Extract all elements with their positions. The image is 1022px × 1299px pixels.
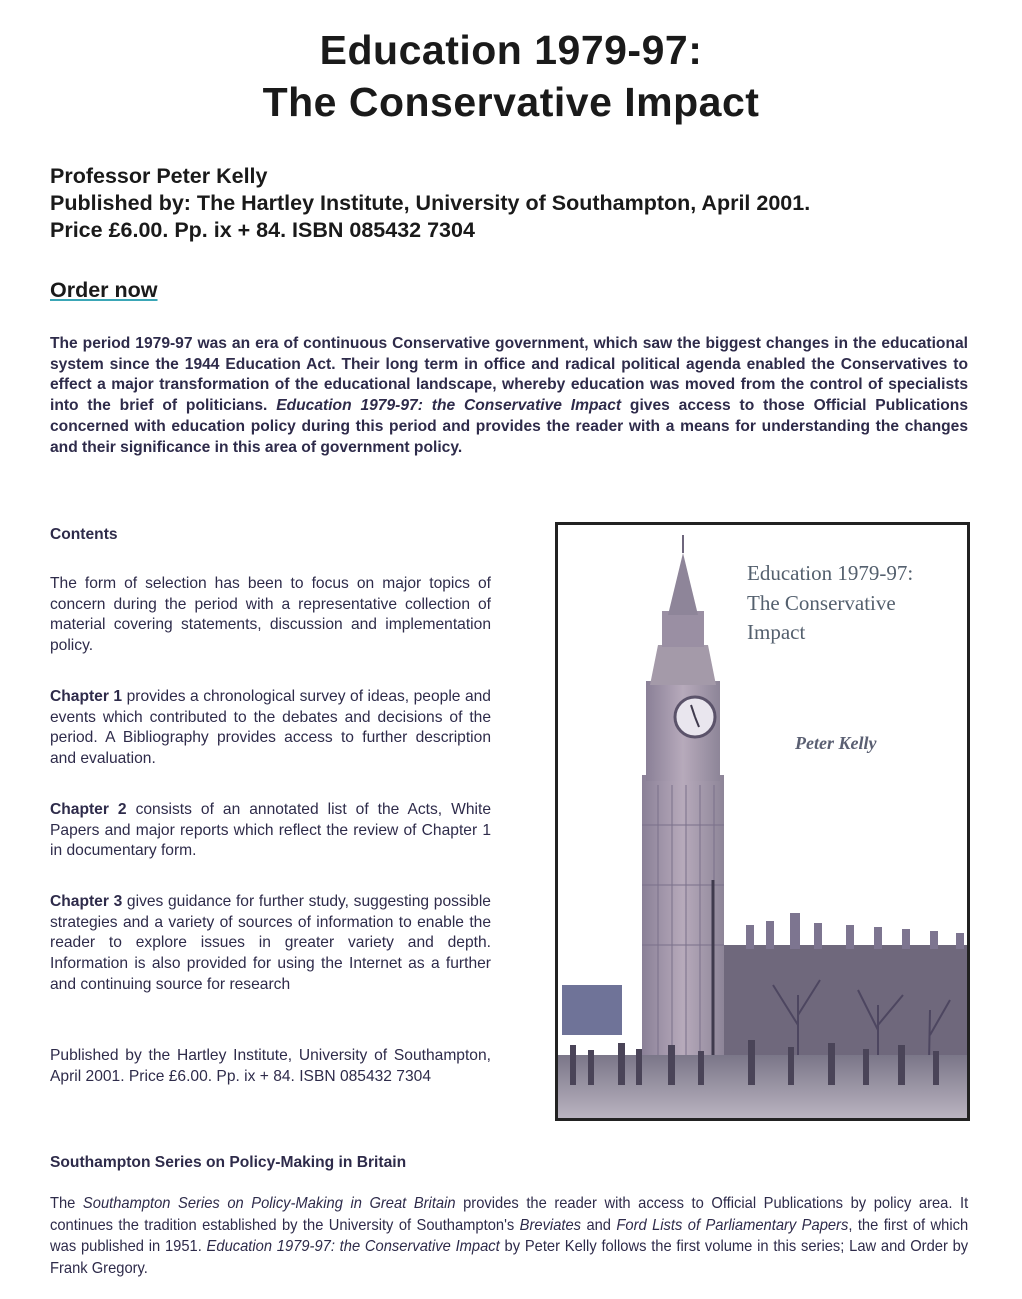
breviates-title: Breviates (519, 1216, 582, 1234)
series-text: by Peter Kelly follows the first volume in this series; Law and Order by Frank Gregory. (50, 1238, 969, 1277)
intro-text: The period 1979-97 was an era of continuous Conservative government, which saw the biggest changes in the educational system since the 1944 Education Act. Their long term in office and radical political agenda enabled the Conservatives to effect a major transformation of the educational landscape, whereby education was moved from the control of specialists into the brief of politicians. (50, 335, 968, 415)
chapter-label: Chapter 1 (50, 688, 123, 705)
publisher-line: Published by: The Hartley Institute, University of Southampton, April 2001. (50, 191, 811, 215)
contents-heading: Contents (50, 526, 118, 543)
series-title: Southampton Series on Policy-Making in Great Britain (82, 1195, 456, 1212)
chapter-text: provides a chronological survey of ideas, people and events which contributed to the debates and decisions of the period. A Bibliography provides access to further description and evaluation. (50, 688, 491, 768)
price-line: Price £6.00. Pp. ix + 84. ISBN 085432 7304 (50, 218, 475, 242)
selection-paragraph: The form of selection has been to focus on major topics of concern during the period with a representative collection of material covering statements, discussion and implementation policy. (50, 575, 491, 655)
series-text: and (581, 1216, 617, 1234)
intro-text: gives access to those Official Publications concerned with education policy during this period and provides the reader with a means for understanding the changes and their significance in this area of government policy. (50, 397, 969, 456)
order-now-link[interactable]: Order now (50, 278, 158, 302)
cover-title-line: Impact (747, 620, 806, 644)
cover-title-line: Education 1979-97: (747, 561, 914, 585)
published-paragraph: Published by the Hartley Institute, University of Southampton, April 2001. Price £6.00. Pp. ix + 84. ISBN 085432 7304 (50, 1047, 491, 1085)
chapter-label: Chapter 3 (50, 893, 123, 910)
cover-title (747, 559, 913, 648)
series-paragraph (50, 1193, 968, 1279)
chapter-1-paragraph (50, 687, 491, 770)
title-line-1: Education 1979-97: (319, 27, 703, 73)
chapter-2-paragraph (50, 800, 491, 862)
book-title: Education 1979-97: the Conservative Impact (206, 1238, 500, 1255)
intro-book-title: Education 1979-97: the Conservative Impact (276, 397, 622, 415)
book-meta (50, 163, 990, 244)
author: Professor Peter Kelly (50, 164, 268, 188)
series-text: , the first of which was published in 1951. (50, 1216, 969, 1255)
title-line-2: The Conservative Impact (262, 79, 760, 125)
intro-paragraph (50, 334, 968, 458)
book-cover (555, 522, 970, 1121)
ford-lists-title: Ford Lists of Parliamentary Papers (616, 1216, 849, 1234)
chapter-text: gives guidance for further study, suggesting possible strategies and a variety of sources of information to enable the reader to explore issues in greater variety and depth. Information is also provided for using the Internet as a further and continuing source for research (50, 893, 491, 993)
series-text: provides the reader with access to Official Publications by policy area. It continues the tradition established by the University of Southampton's (50, 1195, 969, 1234)
page-title (0, 24, 1022, 128)
series-text: The (50, 1195, 83, 1212)
series-heading: Southampton Series on Policy-Making in Britain (50, 1154, 407, 1171)
cover-author: Peter Kelly (795, 733, 877, 753)
chapter-text: consists of an annotated list of the Acts, White Papers and major reports which reflect the review of Chapter 1 in documentary form. (50, 801, 491, 860)
cover-title-line: The Conservative (747, 590, 896, 615)
chapter-3-paragraph (50, 892, 491, 996)
chapter-label: Chapter 2 (50, 801, 127, 818)
